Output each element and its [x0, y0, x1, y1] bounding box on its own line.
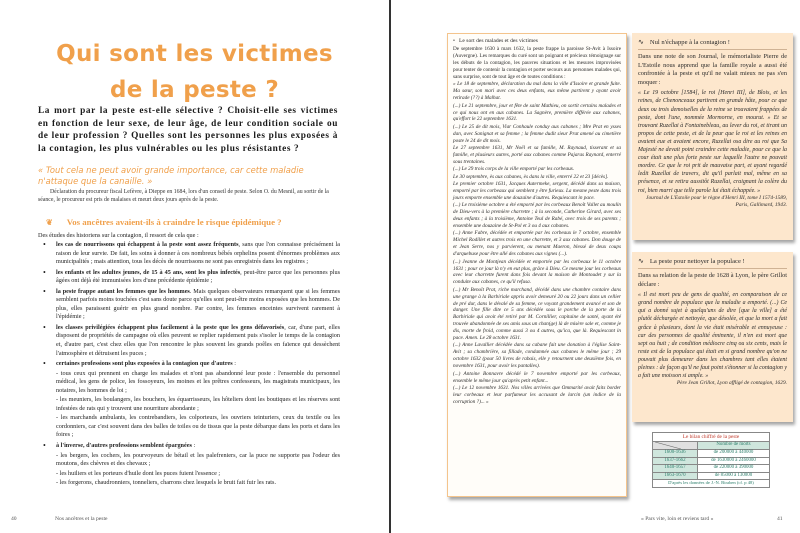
wave-icon: ∿ — [638, 38, 644, 46]
chronicle-entry: Le premier octobre 1631, Jacques Autermeke, sergent, décédé dans sa maison, emporté par les corbeaux qui semblent y être furieux. La mesme peste dans trois jours emporte ensemble une douzaine d'autres. Requiescant in pace. — [453, 181, 621, 201]
page-number-left: 40 — [11, 516, 17, 522]
sidebar-heading: ∿ Nul n'échappe à la contagion ! — [638, 38, 787, 50]
quote-source: Déclaration du procureur fiscal Lefèvre, à Dieppe en 1684, lors d'un conseil de peste. Selon O. du Mesnil, au sortir de la séance, le procureur est pris de malaises et meurt deux jours après de la peste. — [38, 189, 329, 203]
sidebar-source: Père Jean Grillot, Lyon affligé de contagion, 1629. — [676, 380, 787, 387]
sub-item: - les huiliers et les porteurs d'huile dont les puces fuient l'essence ; — [56, 469, 221, 477]
chronicle-entry: (...) Le 29 trois corps de la ville emporté par les corbeaux. — [453, 166, 575, 173]
chronicle-entry: Le 27 septembre 1631, Mr Noël et sa famille, M. Raynaud, tisserant et sa famille, et plusieurs autres, porté aux cabanes comme Pajaras Raynard, enterré sous trentaines. — [453, 145, 621, 165]
plague-toll-table — [652, 432, 770, 488]
bullet-item: • les classes privilégiées échappent plus facilement à la peste que les gens défavorisés, car, d'une part, elles disposent de propriétés de campagne où elles peuvent se replier rapidement puis s'isoler le temps de la contagion et, d'autre part, c'est chez elles que l'on rencontre le plus souvent les grands poêles en faïence qui dessèchent l'atmosphère et détruisent les puces ; — [38, 324, 340, 358]
wave-icon: ∿ — [638, 257, 644, 265]
sub-item: - les meuniers, les boulangers, les bouchers, les équarrisseurs, les hôteliers dont les boutiques et les réserves sont infestées de rats qui y trouvent une nourriture abondante ; — [56, 396, 340, 412]
chronicle-entry: (...) Anne Lavallier décédée dans sa cabane fait une donation à l'église Saint-Avit ; sa chambrière, sa fillade, condamnée aux cabanes le même jour ; 29 octobre 1632 (pour 50 livres de rabais, elle y retournent une deuxième fois, en novembre 1631, pour avoir les pantalles). — [453, 342, 621, 370]
section-heading-text: Vos ancêtres avaient-ils à craindre le risque épidémique ? — [66, 217, 282, 227]
chronicle-entry: (...) Le 12 novembre 1631. Nos villes arrivées que Ommarité avait faits border leur corbeaux et leur parfumeur les accusant de larcin (un indice de la corruption ?)... » — [453, 384, 621, 405]
victims-fate-box — [447, 33, 627, 497]
running-footer-left: Nos ancêtres et la peste — [55, 516, 108, 522]
bullet-item: • à l'inverse, d'autres professions semblent épargnées : - les bergers, les cochers, les pourvoyeurs de bétail et les palefreniers, car la puce ne supporte pas l'odeur des moutons, des chèvres et des chevaux ; - les huiliers et les porteurs d'huile dont les puces fuient l'essence ; - les forgerons, chaudronniers, tonneliers, charrons chez lesquels le bruit fait fuir les rats. — [38, 442, 340, 488]
section-heading — [46, 217, 282, 227]
royal-family-sidebar — [632, 33, 793, 240]
chronicle-entry: Le 30 septembre, ès aux cabanes, ès dans la ville, enterré 22 et 23 [décès]. — [453, 173, 609, 180]
chronicle-entry: (...) Mr Benoît Prat, riche marchand, décédé dans une chambre contaire dans une grange à la Barbiriale appris avoir demeuré 20 ou 22 jours dans un cellier de pré dur, dans le dévalé de sa femme, ce voyant grandement avancé et son de danger. Une fille dite ce 5 ans décédée sous le porche de la porte de la Barbiriale qui avoit été retiré par M. Cornillier, capitaine de santé, ayant été trouvée abandonnée de ses amis sous un chan(ge) là de misère sale et, comme je dis, morte de froid, comme aussi 3 ou 4 autres, qu'ica, que là. Requiescant in pace. Amen. Le 28 octobre 1631. — [453, 286, 621, 342]
table-footnote: D'après les données de J.-N. Biraben (cf. p 48) — [653, 480, 770, 488]
chronicle-entry: (...) Le 25 de dit mois, Viar Conhaule conduy aux cabanes ; Mre Prat en ysses dan, avec Sanignat et sa femme ; la femme dudit sieur Prat amené au cimetière poste le 24 de dit mois. — [453, 123, 621, 144]
table-title: Le bilan chiffré de la peste — [653, 433, 770, 442]
diagonal-line-icon — [655, 442, 681, 449]
sidebar-quote: « Le 19 octobre [1584], le roi [Henri III], de Blois, et les reines, de Chenonceaux partirent en grande hâte, pour ce que deux ou trois demoiselles de la reine se trouvaient frappées de peste, dont l'une, nommée Mormorne, en mourut. » Et se trouvant Ruzellai à Fontainebleau, au lever du roi, et tirant un propos de cette peste, et de la peur que le roi et les reines en avaient eue et avaient encore, Ruzellai osa dire au roi que Sa Majesté ne devait point craindre cette maladie, pour ce que la cour était une plus forte peste sur laquelle l'autre ne pouvait mordre. Ce que le roi prit de mauvaise part, et ayant regardé ledit Ruzellai de travers, dit qu'il parlait mal, même en sa présence, et se retira aussitôt Ruzellai, craignant la colère du roi, bien marri que telle parole lui était échappée. » — [638, 90, 787, 194]
intro-paragraph: La mort par la peste est-elle sélective ? Choisit-elle ses victimes en fonction de leur sexe, de leur âge, de leur condition sociale ou de leur profession ? Quelles sont les personnes les plus exposées à la contagion, les plus vulnérables ou les plus résistantes ? — [38, 106, 338, 154]
page-number-right: 41 — [777, 516, 783, 522]
left-page — [0, 0, 389, 533]
sidebar-lead: Dans sa relation de la peste de 1628 à Lyon, le père Grillot déclare : — [638, 272, 787, 288]
bullet-item: • les cas de nourrissons qui échappent à la peste sont assez fréquents, sans que l'on connaisse précisément la raison de leur survie. De fait, les soins à donner à ces nombreux bébés orphelins posent d'énormes problèmes aux municipalités ; mais attention, tous les décès de nourrissons ne sont pas enregistrés dans les registres ; — [38, 241, 340, 267]
sub-item: - les forgerons, chaudronniers, tonneliers, charrons chez lesquels le bruit fait fuir les rats. — [56, 479, 276, 487]
table-column-header: Nombre de morts — [697, 442, 769, 450]
sub-item: - les bergers, les cochers, les pourvoyeurs de bétail et les palefreniers, car la puce ne supporte pas l'odeur des moutons, des chèvres et des chevaux ; — [56, 451, 340, 468]
populace-sidebar — [632, 252, 793, 422]
sub-item: - les marchands ambulants, les contrebandiers, les colporteurs, les ouvriers teinturiers, ceux du textile ou les cordonniers, car c'est souvent dans des balles de toiles ou de tissus que la peste débarque dans les ports et dans les foires ; — [56, 414, 340, 439]
table-corner-cell — [653, 442, 698, 450]
box-intro: De septembre 1630 à mars 1632, la peste frappe la paroisse St-Avit à Issoire (Auvergne). Les remarques du curé sont un poignant et précieux témoignage sur les débuts de la contagion, les pauvres situations et les mesures improvisées pour tenter de contenir la contagion et porter secours aux personnes malades qui, sans surprise, sont de tout âge et de toutes conditions : — [453, 45, 621, 80]
sidebar-heading: ∿ La peste pour nettoyer la populace ! — [638, 257, 787, 269]
table-row: 1637-1662 de 1630000 à 2460000 — [653, 457, 770, 465]
table-row: 1663-1670 de 85000 à 130000 — [653, 472, 770, 480]
sidebar-quote: « Il est mort peu de gens de qualité, en comparaison de ce grand nombre de populace que la maladie a emporté. (...) Ce qui a donné sujet à quelqu'uns de dire [que la ville] a été plutôt déchargée et nettoyée, que désolée, et que la mort a fait grâce à plusieurs, dont la vie était misérable et ennuyeuse : car des personnes de qualité éminente, il n'en est mort que sept ou huit ; de condition médiocre cinq ou six cents, mais le reste est de la populace qui était en si grand nombre qu'on ne pouvait plus demeurer dans les chambres tant elles étaient pleines : de façon qu'il ne faut point s'étonner si la contagion y a fait une moisson si ample. » — [638, 292, 787, 380]
swirl-icon: ❦ — [46, 217, 53, 227]
bullet-item: • les enfants et les adultes jeunes, de 15 à 45 ans, sont les plus infectés, peut-être parce que les personnes plus âgées ont déjà été immunisées lors d'une précédente épidémie ; — [38, 269, 340, 286]
running-footer-right: « Pars vite, loin et reviens tard » — [641, 516, 714, 522]
box-heading: • Le sort des malades et des victimes — [453, 38, 621, 45]
chronicle-entry: (...) Jeanne de Montjean décédée et emportée par les corbeaux le 11 octobre 1631 ; pour ce jour là n'y en eut plus, grâce à Dieu. Ce mesme jour les corbeaux avec leur charrette furent dans fois devant la maison de Montoudet y sur la conduite aux cabanes, ce qu'il refusa. — [453, 258, 621, 286]
chronicle-entry: (...) Anne Fabre, décédée et emportée par les corbeaux le 7 octobre, ensemble Michel Rodillet et autres trois en une charrette, et 3 aux cabanes. Don douge de et Jean Serre, nos y parvierent, ou menant Maeron, blessé de deux coups d'arquebuse pour être allé des cabanes aux vignes (...). — [453, 230, 621, 258]
pull-quote: « Tout cela ne peut avoir grande importance, car cette maladie n'attaque que la canaille. » — [38, 165, 304, 186]
bullet-item: • la peste frappe autant les femmes que les hommes. Mais quelques observateurs remarquent que si les femmes semblent parfois moins touchées c'est sans doute parce qu'elles sont peut-être moins exposées que les hommes. De plus, elles paraissent guérir en plus grand nombre. Par contre, les femmes enceintes survivent rarement à l'épidémie ; — [38, 288, 340, 322]
page-title-line-2: de la peste ? — [109, 77, 280, 103]
table-row: 1600-1636 de 200000 à 440000 — [653, 450, 770, 458]
bullet-list — [38, 241, 340, 490]
chronicle-entries — [453, 81, 621, 405]
chronicle-entry: (...) Le troisième octobre a été emporté par les corbeaux Benoît Vallet au moulin de Dieu-vers à la première charrette ; à la seconde, Catherine Girard, avec ses deux enfants ; à la troisième, Antoine Teul de Rabé, avec trois de ses parents ; ensemble une douzaine de St-Pol et 3 ou 4 aux cabanes. — [453, 202, 621, 230]
sidebar-source: Journal de L'Estoile pour le règne d'Henri III, tome I 1574-1589, Paris, Gallimard, 1943. — [646, 194, 787, 208]
sidebar-lead: Dans une note de son Journal, le mémorialiste Pierre de L'Estoile nous apprend que la famille royale a aussi été confrontée à la peste et qu'il ne valait mieux ne pas s'en moquer : — [638, 53, 787, 86]
bullet-item: • certaines professions sont plus exposées à la contagion que d'autres : - tous ceux qui prennent en charge les malades et n'ont pas abandonné leur poste : l'ensemble du personnel médical, les gens de police, les fossoyeurs, les moines et les prêtres confesseurs, les magistrats municipaux, les notaires, les hommes de loi ; - les meuniers, les boulangers, les bouchers, les équarrisseurs, les hôteliers dont les boutiques et les réserves sont infestées de rats qui y trouvent une nourriture abondante ; - les marchands ambulants, les contrebandiers, les colporteurs, les ouvriers teinturiers, ceux du textile ou les cordonniers, car c'est souvent dans des balles de toiles ou de tissus que la peste débarque dans les ports et dans les foires ; — [38, 360, 340, 440]
chronicle-entry: (...) Le 21 septembre, jour et fête de saint Mathieu, on sortit certains malades et ce qui nous ont en aux cabanes. La Sagnère, première différée aux cabanes, qu'effort le 22 septembre 1631. — [453, 102, 621, 123]
page-title-line-1: Qui sont les victimes — [56, 41, 333, 67]
sub-item: - tous ceux qui prennent en charge les malades et n'ont pas abandonné leur poste : l'ensemble du personnel médical, les gens de police, les fossoyeurs, les moines et les prêtres confesseurs, les magistrats municipaux, les notaires, les hommes de loi ; — [56, 369, 340, 394]
body-intro: Des études des historiens sur la contagion, il ressort de cela que : — [38, 232, 199, 239]
table-row: 1640-1657 de 220000 à 390000 — [653, 465, 770, 473]
chronicle-entry: (...) Antoine Bonnavre décédé le 7 novembre emporté par les corbeaux, ensemble le même jour qu'après petit enfant... — [453, 370, 621, 384]
chronicle-entry: « Le 18 de septembre, déclaration du mal dans la ville d'Issoire et grande fuite. Ma sœur, son mari avec ces deux enfants, eux même partirent y ayant avoir retirade (??) à Malhat. — [453, 81, 621, 102]
